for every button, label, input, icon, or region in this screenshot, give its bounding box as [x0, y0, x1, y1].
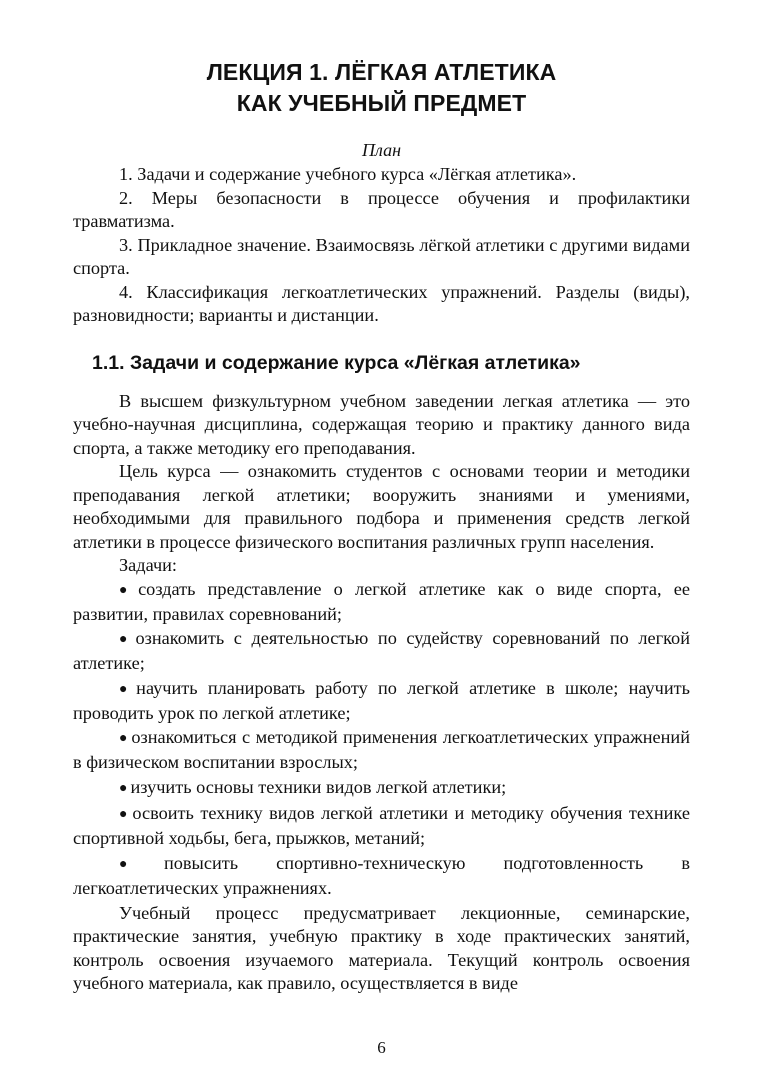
bullet-icon: ●	[119, 632, 133, 648]
bullet-icon: ●	[119, 780, 128, 796]
tasks-label: Задачи:	[119, 555, 178, 575]
plan-item-1: 1. Задачи и содержание учебного курса «Лёгкая атлетика».	[119, 164, 577, 184]
document-page	[73, 0, 690, 1079]
tasks-list	[73, 578, 690, 901]
task-item	[73, 578, 690, 626]
intro-paragraph: В высшем физкультурном учебном заведении легкая атлетика — это учебно-научная дисциплина, содержащая теорию и практику данного вида спорта, а также методику его преподавания.	[73, 390, 690, 458]
bullet-icon: ●	[119, 731, 129, 747]
task-item	[73, 726, 690, 774]
closing-paragraph: Учебный процесс предусматривает лекционные, семинарские, практические занятия, учебную практику в ходе практических занятий, контроль освоения изучаемого материала. Текущий контроль освоения учебного материала, как правило, осуществляется в виде	[73, 902, 690, 994]
task-text: изучить основы техники видов легкой атлетики;	[130, 776, 507, 797]
plan-item-4: 4. Классификация легкоатлетических упражнений. Разделы (виды), разновидности; варианты и дистанции.	[73, 281, 690, 325]
goal-paragraph: Цель курса — ознакомить студентов с основами теории и методики преподавания легкой атлетики; вооружить знаниями и умениями, необходимыми для правильного подбора и применения средств легкой атлетики в процессе физического воспитания различных групп населения.	[73, 461, 690, 552]
plan-item-2: 2. Меры безопасности в процессе обучения и профилактики травматизма.	[73, 187, 690, 231]
bullet-icon: ●	[119, 807, 130, 823]
plan-list	[73, 163, 690, 328]
bullet-icon: ●	[119, 857, 161, 873]
plan-heading: План	[362, 140, 401, 160]
task-item	[73, 852, 690, 900]
lecture-title-line-2: КАК УЧЕБНЫЙ ПРЕДМЕТ	[236, 90, 527, 116]
task-item	[73, 776, 690, 801]
task-text: научить планировать работу по легкой атлетике в школе; научить проводить урок по легкой атлетике;	[73, 677, 690, 723]
bullet-icon: ●	[119, 582, 136, 598]
task-text: повысить спортивно-техническую подготовленность в легкоатлетических упражнениях.	[73, 853, 690, 899]
plan-item-3: 3. Прикладное значение. Взаимосвязь лёгкой атлетики с другими видами спорта.	[73, 234, 690, 278]
lecture-title-line-1: ЛЕКЦИЯ 1. ЛЁГКАЯ АТЛЕТИКА	[206, 59, 557, 85]
section-body	[73, 390, 690, 996]
bullet-icon: ●	[119, 681, 134, 697]
task-text: создать представление о легкой атлетике как о виде спорта, ее развитии, правилах соревнований;	[73, 578, 690, 624]
task-item	[73, 627, 690, 675]
task-item	[73, 677, 690, 725]
page-number: 6	[377, 1038, 386, 1057]
task-text: ознакомиться с методикой применения легкоатлетических упражнений в физическом воспитании взрослых;	[73, 727, 690, 773]
task-text: освоить технику видов легкой атлетики и методику обучения технике спортивной ходьбы, бега, прыжков, метаний;	[73, 803, 690, 849]
task-item	[73, 802, 690, 850]
section-heading: 1.1. Задачи и содержание курса «Лёгкая атлетика»	[92, 351, 581, 374]
task-text: ознакомить с деятельностью по судейству соревнований по легкой атлетике;	[73, 628, 690, 674]
lecture-title	[73, 57, 690, 119]
